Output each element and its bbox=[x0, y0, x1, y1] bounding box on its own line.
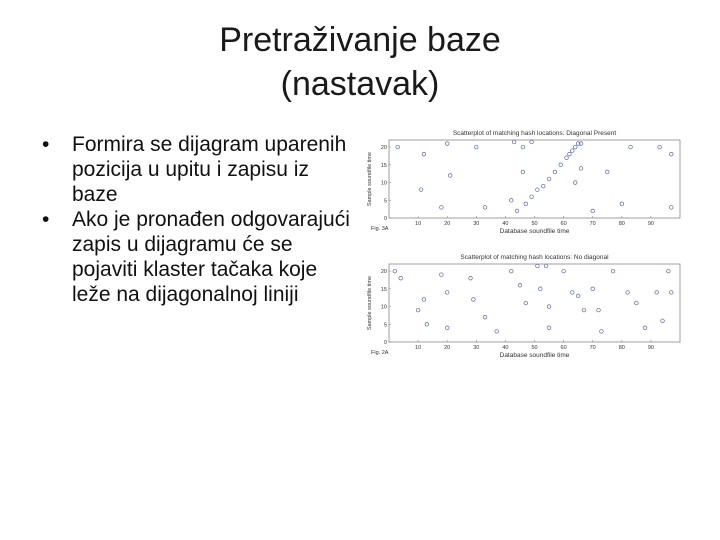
y-tick-label: 20 bbox=[380, 269, 387, 276]
scatter-point bbox=[562, 269, 566, 273]
bullet-text: Ako je pronađen odgovarajući zapis u dijagramu će se pojaviti klaster tačaka koje leže na dijagonalnoj liniji bbox=[72, 208, 350, 306]
x-tick-label: 40 bbox=[502, 345, 509, 351]
scatter-point bbox=[600, 330, 604, 334]
scatter-point bbox=[576, 294, 580, 298]
scatter-point bbox=[422, 298, 426, 302]
scatter-point bbox=[521, 145, 525, 149]
scatter-point bbox=[635, 301, 639, 305]
x-tick-label: 70 bbox=[589, 221, 596, 227]
scatter-point bbox=[571, 291, 575, 295]
x-axis-label: Database soundfile time bbox=[499, 352, 570, 359]
x-tick-label: 40 bbox=[502, 221, 509, 227]
scatterplot-svg bbox=[365, 126, 690, 238]
x-tick-label: 10 bbox=[415, 345, 422, 351]
y-tick-label: 0 bbox=[383, 340, 387, 346]
scatter-point bbox=[536, 264, 540, 268]
scatter-point bbox=[547, 177, 551, 181]
scatter-point bbox=[483, 206, 487, 210]
y-tick-label: 15 bbox=[380, 286, 387, 293]
scatter-point bbox=[472, 298, 476, 302]
scatter-point bbox=[521, 170, 525, 174]
scatter-point bbox=[524, 202, 528, 206]
scatter-point bbox=[605, 170, 609, 174]
bullet-list bbox=[30, 132, 350, 307]
scatter-point bbox=[399, 276, 403, 280]
scatter-point bbox=[393, 269, 397, 273]
y-axis-label: Sample soundfile time bbox=[367, 275, 373, 331]
scatter-point bbox=[509, 198, 513, 202]
scatter-point bbox=[667, 269, 671, 273]
y-tick-label: 15 bbox=[380, 162, 387, 169]
scatter-point bbox=[597, 308, 601, 312]
y-axis-label: Sample soundfile time bbox=[367, 151, 373, 207]
scatter-point bbox=[530, 195, 534, 199]
scatter-point bbox=[579, 167, 583, 171]
scatter-point bbox=[541, 184, 545, 188]
scatter-point bbox=[512, 140, 516, 144]
x-tick-label: 30 bbox=[473, 221, 480, 227]
plot-frame bbox=[389, 140, 680, 218]
scatter-point bbox=[445, 142, 449, 146]
x-tick-label: 90 bbox=[647, 345, 654, 351]
y-tick-label: 10 bbox=[380, 180, 387, 187]
x-tick-label: 80 bbox=[618, 345, 625, 351]
scatter-point bbox=[547, 326, 551, 330]
bullet-text: Formira se dijagram uparenih pozicija u upitu i zapisu iz baze bbox=[72, 133, 347, 206]
title-line-1: Pretraživanje baze bbox=[219, 21, 501, 59]
x-tick-label: 70 bbox=[589, 345, 596, 351]
scatter-point bbox=[524, 301, 528, 305]
x-tick-label: 50 bbox=[531, 221, 538, 227]
scatter-point bbox=[565, 156, 569, 160]
bullet-dot: • bbox=[42, 208, 50, 231]
scatterplot-diagonal bbox=[365, 126, 690, 238]
plot-title: Scatterplot of matching hash locations: Diagonal Present bbox=[452, 130, 617, 137]
scatter-point bbox=[643, 326, 647, 330]
x-tick-label: 90 bbox=[647, 221, 654, 227]
y-tick-label: 5 bbox=[383, 198, 387, 205]
scatter-point bbox=[509, 269, 513, 273]
scatter-point bbox=[573, 145, 577, 149]
scatter-point bbox=[591, 209, 595, 213]
y-tick-label: 5 bbox=[383, 322, 387, 329]
scatter-point bbox=[655, 291, 659, 295]
plot-frame bbox=[389, 264, 680, 342]
scatter-point bbox=[518, 283, 522, 287]
scatter-point bbox=[591, 287, 595, 291]
scatter-point bbox=[422, 152, 426, 156]
scatter-point bbox=[620, 202, 624, 206]
scatter-point bbox=[530, 140, 534, 144]
x-tick-label: 20 bbox=[444, 221, 451, 227]
scatter-point bbox=[536, 188, 540, 192]
bullet-dot: • bbox=[42, 133, 50, 156]
plot-title: Scatterplot of matching hash locations: No diagonal bbox=[460, 254, 609, 261]
scatter-point bbox=[495, 330, 499, 334]
scatter-point bbox=[440, 206, 444, 210]
scatter-point bbox=[539, 287, 543, 291]
x-tick-label: 80 bbox=[618, 221, 625, 227]
figure-caption: Fig. 2A bbox=[371, 350, 389, 356]
scatter-point bbox=[416, 308, 420, 312]
figure-caption: Fig. 3A bbox=[371, 226, 389, 232]
scatter-point bbox=[547, 305, 551, 309]
scatter-point bbox=[626, 291, 630, 295]
x-axis-label: Database soundfile time bbox=[499, 228, 570, 235]
scatter-point bbox=[515, 209, 519, 213]
scatter-point bbox=[440, 273, 444, 277]
x-tick-label: 60 bbox=[560, 221, 567, 227]
scatter-point bbox=[582, 308, 586, 312]
y-tick-label: 20 bbox=[380, 145, 387, 152]
title-line-2: (nastavak) bbox=[280, 65, 440, 103]
scatter-point bbox=[483, 315, 487, 319]
bullet-item bbox=[30, 132, 350, 207]
scatter-point bbox=[396, 145, 400, 149]
scatter-point bbox=[573, 181, 577, 185]
scatter-point bbox=[669, 291, 673, 295]
scatter-point bbox=[611, 269, 615, 273]
bullet-item bbox=[30, 207, 350, 307]
scatter-point bbox=[445, 326, 449, 330]
x-tick-label: 10 bbox=[415, 221, 422, 227]
scatter-point bbox=[469, 276, 473, 280]
y-tick-label: 10 bbox=[380, 304, 387, 311]
slide-title bbox=[150, 18, 570, 106]
scatter-point bbox=[669, 152, 673, 156]
x-tick-label: 50 bbox=[531, 345, 538, 351]
scatter-point bbox=[448, 174, 452, 178]
scatter-point bbox=[559, 163, 563, 167]
scatter-point bbox=[568, 152, 572, 156]
x-tick-label: 20 bbox=[444, 345, 451, 351]
x-tick-label: 60 bbox=[560, 345, 567, 351]
scatter-point bbox=[669, 206, 673, 210]
scatterplot-no-diagonal bbox=[365, 250, 690, 362]
scatterplot-svg bbox=[365, 250, 690, 362]
scatter-point bbox=[553, 170, 557, 174]
scatter-point bbox=[658, 145, 662, 149]
scatter-point bbox=[544, 264, 548, 268]
scatter-point bbox=[419, 188, 423, 192]
scatter-point bbox=[661, 319, 665, 323]
scatter-point bbox=[571, 149, 575, 153]
scatter-point bbox=[629, 145, 633, 149]
scatter-point bbox=[475, 145, 479, 149]
x-tick-label: 30 bbox=[473, 345, 480, 351]
y-tick-label: 0 bbox=[383, 216, 387, 222]
scatter-point bbox=[425, 322, 429, 326]
scatter-point bbox=[445, 291, 449, 295]
